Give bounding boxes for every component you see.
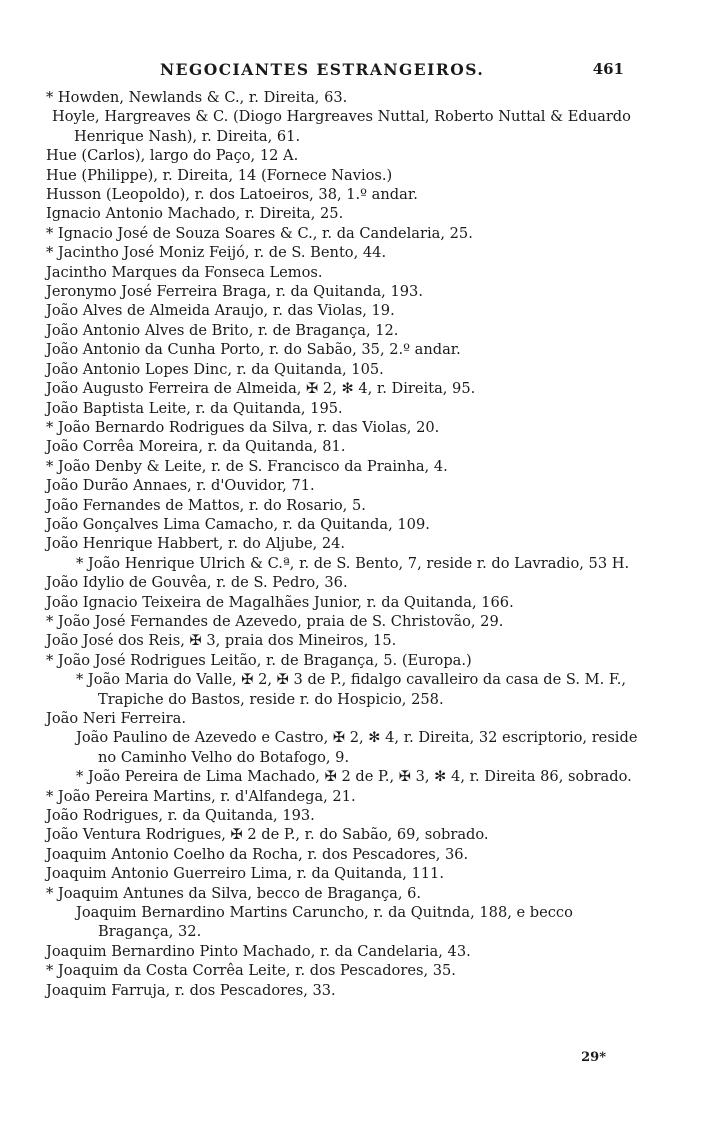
directory-entry: * João Bernardo Rodrigues da Silva, r. das Violas, 20.: [46, 418, 440, 436]
directory-entry: * Jacintho José Moniz Feijó, r. de S. Bento, 44.: [46, 244, 387, 262]
directory-entry: João Durão Annaes, r. d'Ouvidor, 71.: [46, 477, 315, 495]
directory-entry: * João Pereira de Lima Machado, ✠ 2 de P., ✠ 3, ✻ 4, r. Direita 86, sobrado.: [76, 768, 632, 786]
directory-entry: João José dos Reis, ✠ 3, praia dos Mineiros, 15.: [46, 632, 397, 650]
directory-entry: João Antonio Alves de Brito, r. de Bragança, 12.: [46, 321, 399, 339]
directory-entry: Joaquim Bernardino Martins Caruncho, r. da Quitnda, 188, e becco Bragança, 32.: [76, 904, 573, 941]
directory-entry: Husson (Leopoldo), r. dos Latoeiros, 38, 1.º andar.: [46, 186, 418, 204]
merchant-directory-list: [46, 88, 646, 1000]
directory-entry: * João Henrique Ulrich & C.ª, r. de S. Bento, 7, reside r. do Lavradio, 53 H.: [76, 554, 630, 572]
directory-entry: Hue (Philippe), r. Direita, 14 (Fornece Navios.): [46, 166, 393, 184]
directory-entry: João Antonio Lopes Dinc, r. da Quitanda, 105.: [46, 360, 384, 378]
directory-entry: João Henrique Habbert, r. do Aljube, 24.: [46, 535, 346, 553]
directory-entry: Joaquim Farruja, r. dos Pescadores, 33.: [46, 981, 336, 999]
directory-entry: * João José Rodrigues Leitão, r. de Bragança, 5. (Europa.): [46, 651, 472, 669]
directory-entry: João Ignacio Teixeira de Magalhães Junior, r. da Quitanda, 166.: [46, 593, 514, 611]
page-header: [0, 56, 704, 86]
directory-entry: João Rodrigues, r. da Quitanda, 193.: [46, 807, 315, 825]
directory-entry: João Augusto Ferreira de Almeida, ✠ 2, ✻ 4, r. Direita, 95.: [46, 380, 476, 398]
directory-entry: Hue (Carlos), largo do Paço, 12 A.: [46, 147, 299, 165]
printer-signature-mark: 29*: [581, 1050, 606, 1065]
directory-entry: João Paulino de Azevedo e Castro, ✠ 2, ✻ 4, r. Direita, 32 escriptorio, reside no Caminho Velho do Botafogo, 9.: [76, 729, 638, 766]
directory-entry: João Antonio da Cunha Porto, r. do Sabão, 35, 2.º andar.: [46, 341, 461, 359]
page-number: 461: [592, 60, 624, 78]
directory-entry: * Ignacio José de Souza Soares & C., r. da Candelaria, 25.: [46, 224, 473, 242]
directory-entry: * João Denby & Leite, r. de S. Francisco da Prainha, 4.: [46, 457, 448, 475]
directory-entry: João Baptista Leite, r. da Quitanda, 195.: [46, 399, 343, 417]
directory-entry: Hoyle, Hargreaves & C. (Diogo Hargreaves Nuttal, Roberto Nuttal & Eduardo Henrique Nash), r. Direita, 61.: [52, 108, 631, 145]
directory-entry: Ignacio Antonio Machado, r. Direita, 25.: [46, 205, 344, 223]
directory-entry: * João José Fernandes de Azevedo, praia de S. Christovão, 29.: [46, 612, 504, 630]
directory-entry: * Howden, Newlands & C., r. Direita, 63.: [46, 89, 348, 106]
directory-entry: João Neri Ferreira.: [46, 710, 186, 727]
directory-entry: João Idylio de Gouvêa, r. de S. Pedro, 36.: [46, 574, 348, 592]
directory-entry: Joaquim Antonio Guerreiro Lima, r. da Quitanda, 111.: [46, 865, 444, 883]
directory-entry: * João Maria do Valle, ✠ 2, ✠ 3 de P., fidalgo cavalleiro da casa de S. M. F., Trapiche do Bastos, reside r. do Hospicio, 258.: [76, 671, 627, 708]
directory-entry: Joaquim Bernardino Pinto Machado, r. da Candelaria, 43.: [46, 942, 471, 960]
directory-entry: Joaquim Antonio Coelho da Rocha, r. dos Pescadores, 36.: [46, 845, 469, 863]
directory-entry: João Fernandes de Mattos, r. do Rosario, 5.: [46, 496, 366, 514]
directory-entry: João Corrêa Moreira, r. da Quitanda, 81.: [46, 438, 346, 456]
directory-entry: Jacintho Marques da Fonseca Lemos.: [46, 263, 323, 281]
directory-entry: João Alves de Almeida Araujo, r. das Violas, 19.: [46, 302, 395, 320]
directory-entry: * Joaquim da Costa Corrêa Leite, r. dos Pescadores, 35.: [46, 962, 456, 980]
directory-entry: Jeronymo José Ferreira Braga, r. da Quitanda, 193.: [46, 283, 423, 301]
directory-entry: * Joaquim Antunes da Silva, becco de Bragança, 6.: [46, 884, 422, 902]
directory-entry: * João Pereira Martins, r. d'Alfandega, 21.: [46, 787, 356, 805]
running-title: NEGOCIANTES ESTRANGEIROS.: [160, 60, 485, 79]
directory-entry: João Gonçalves Lima Camacho, r. da Quitanda, 109.: [46, 515, 430, 533]
directory-entry: João Ventura Rodrigues, ✠ 2 de P., r. do Sabão, 69, sobrado.: [46, 826, 489, 844]
